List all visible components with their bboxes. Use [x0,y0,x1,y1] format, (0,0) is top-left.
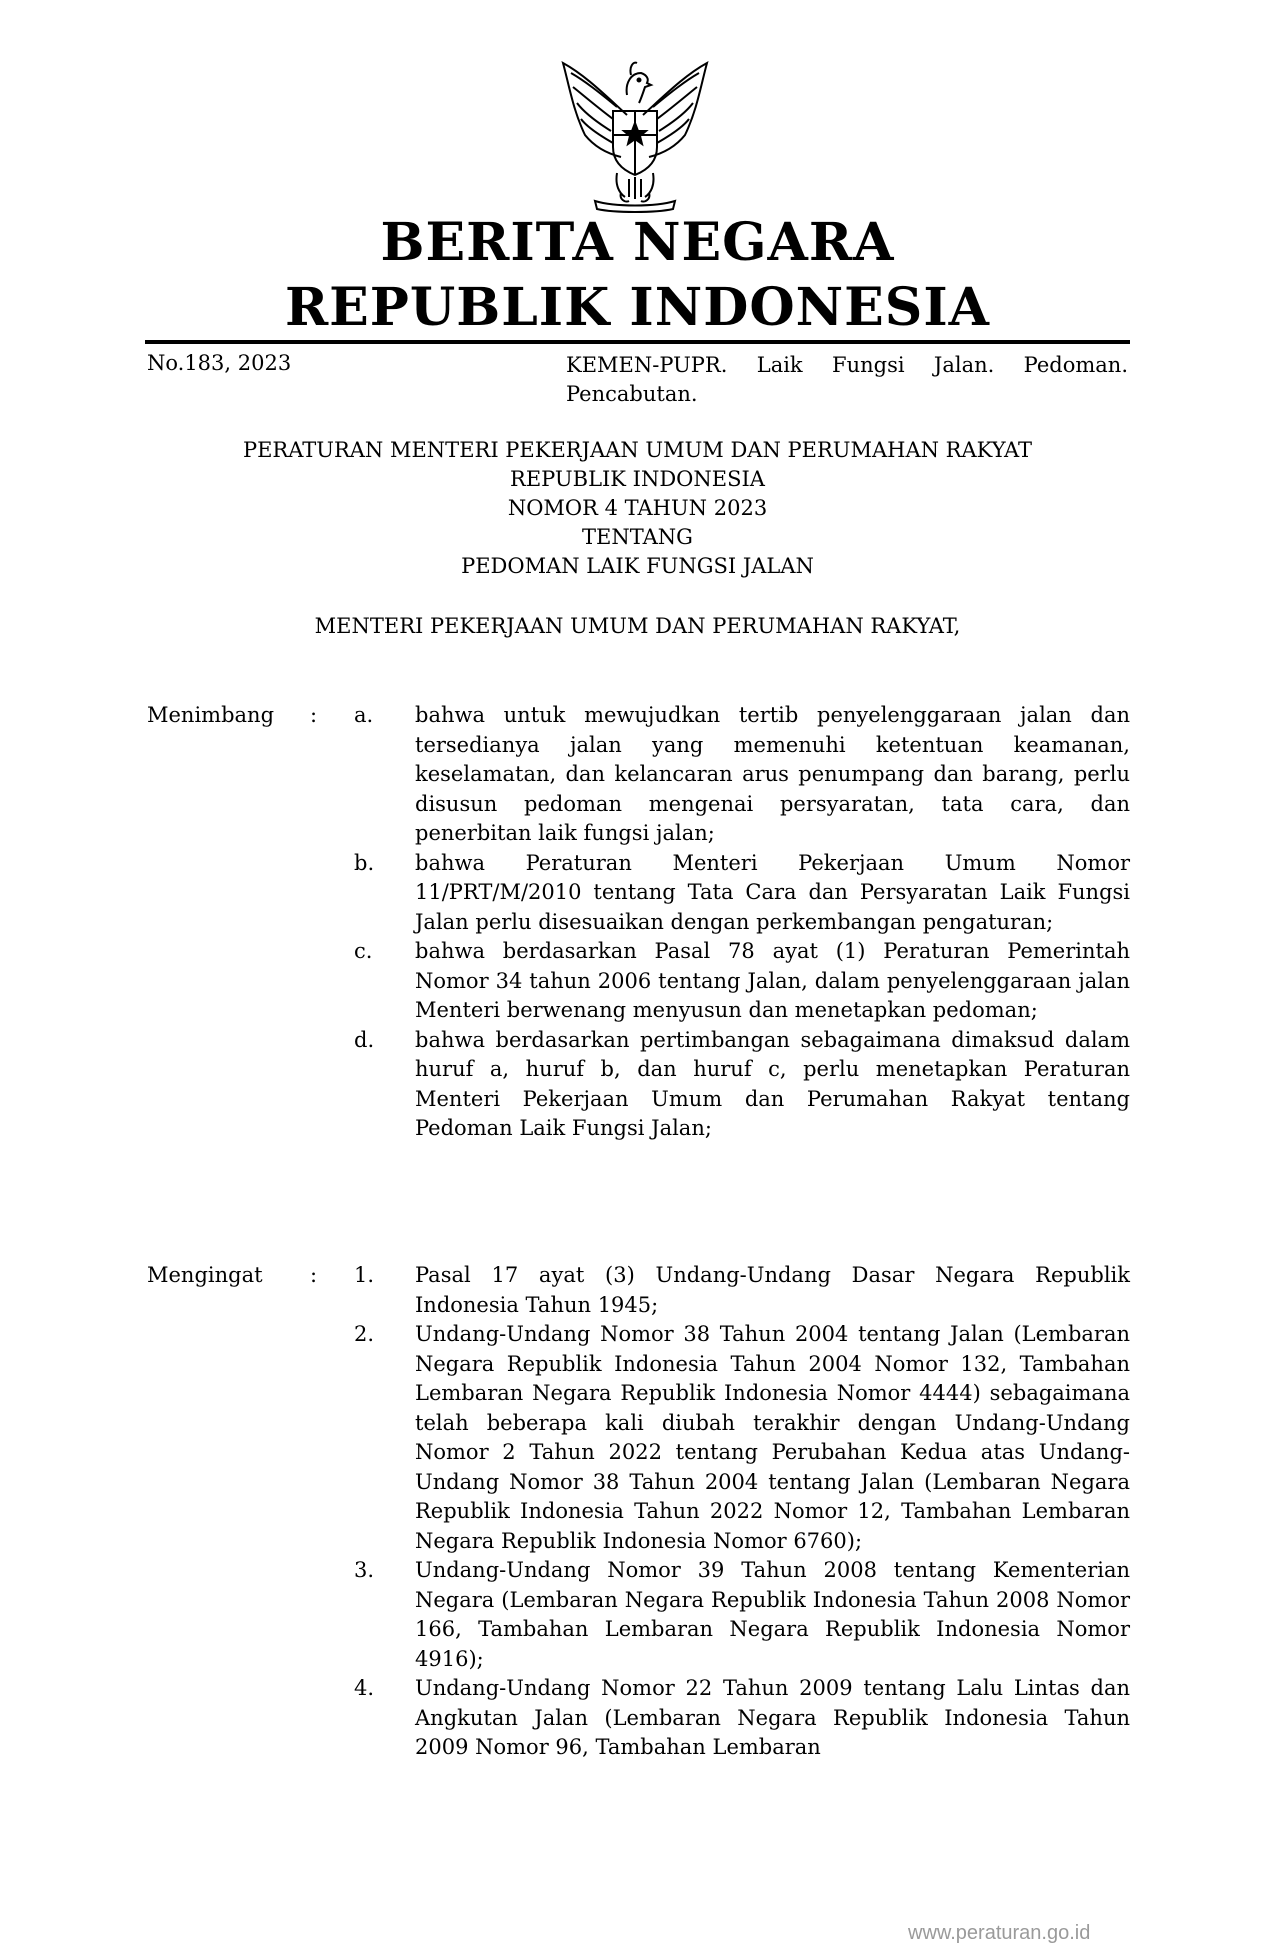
gazette-number: No.183, 2023 [147,351,292,375]
title-line: NOMOR 4 TAHUN 2023 [507,496,768,520]
item-text: bahwa berdasarkan Pasal 78 ayat (1) Peraturan Pemerintah Nomor 34 tahun 2006 tentang Jalan, dalam penyelenggaraan jalan Menteri berwenang menyusun dan menetapkan pedoman; [415,939,1130,1022]
legal-basis-list [350,1261,1130,1763]
list-item [350,937,1130,1026]
item-marker: d. [354,1027,375,1052]
section-colon: : [310,1263,318,1287]
footer-website-link[interactable]: www.peraturan.go.id [908,1922,1091,1944]
considerations-list [350,701,1130,1144]
item-text: Pasal 17 ayat (3) Undang-Undang Dasar Negara Republik Indonesia Tahun 1945; [415,1263,1130,1317]
list-item [350,1026,1130,1144]
list-item [350,1320,1130,1556]
list-item [350,1556,1130,1674]
title-line: PEDOMAN LAIK FUNGSI JALAN [461,554,814,578]
item-text: bahwa Peraturan Menteri Pekerjaan Umum Nomor 11/PRT/M/2010 tentang Tata Cara dan Persyaratan Laik Fungsi Jalan perlu disesuaikan dengan perkembangan pengaturan; [415,850,1130,934]
item-marker: b. [354,850,375,875]
section-label: Menimbang [147,703,275,727]
item-marker: 3. [354,1558,375,1582]
minister-heading: MENTERI PEKERJAAN UMUM DAN PERUMAHAN RAKYAT, [314,614,961,638]
regulation-title [145,436,1130,581]
item-text: bahwa untuk mewujudkan tertib penyelenggaraan jalan dan tersedianya jalan yang memenuhi ketentuan keamanan, keselamatan, dan kelancaran arus penumpang dan barang, perlu disusun pedoman mengenai persyaratan, tata cara, dan penerbitan laik fungsi jalan; [415,703,1130,845]
item-text: Undang-Undang Nomor 39 Tahun 2008 tentang Kementerian Negara (Lembaran Negara Republik Indonesia Tahun 2008 Nomor 166, Tambahan Lembaran Negara Republik Indonesia Nomor 4916); [415,1558,1130,1671]
masthead-title: BERITA NEGARA [380,212,895,273]
item-text: bahwa berdasarkan pertimbangan sebagaimana dimaksud dalam huruf a, huruf b, dan huruf c, perlu menetapkan Peraturan Menteri Pekerjaan Umum dan Perumahan Rakyat tentang Pedoman Laik Fungsi Jalan; [415,1027,1130,1140]
list-item [350,1674,1130,1763]
item-marker: a. [354,703,374,727]
gazette-subject: KEMEN-PUPR. Laik Fungsi Jalan. Pedoman. Pencabutan. [566,353,1128,406]
section-colon: : [310,703,318,727]
item-marker: 4. [354,1676,375,1700]
list-item [350,701,1130,849]
masthead-subtitle: REPUBLIK INDONESIA [284,277,991,338]
section-label: Mengingat [147,1263,263,1287]
title-line: REPUBLIK INDONESIA [510,467,765,491]
list-item [350,849,1130,938]
list-item [350,1261,1130,1320]
title-line: TENTANG [582,525,693,549]
item-text: Undang-Undang Nomor 38 Tahun 2004 tentang Jalan (Lembaran Negara Republik Indonesia Tahun 2004 Nomor 132, Tambahan Lembaran Negara Republik Indonesia Nomor 4444) sebagaimana telah beberapa kali diubah terakhir dengan Undang-Undang Nomor 2 Tahun 2022 tentang Perubahan Kedua atas Undang-Undang Nomor 38 Tahun 2004 tentang Jalan (Lembaran Negara Republik Indonesia Tahun 2022 Nomor 12, Tambahan Lembaran Negara Republik Indonesia Nomor 6760); [415,1322,1130,1553]
item-marker: 2. [354,1322,375,1346]
masthead-divider [145,340,1130,344]
item-marker: c. [354,939,373,963]
item-marker: 1. [354,1263,375,1287]
item-text: Undang-Undang Nomor 22 Tahun 2009 tentang Lalu Lintas dan Angkutan Jalan (Lembaran Negara Republik Indonesia Tahun 2009 Nomor 96, Tambahan Lembaran [415,1676,1130,1759]
garuda-emblem-icon [555,55,715,215]
title-line: PERATURAN MENTERI PEKERJAAN UMUM DAN PERUMAHAN RAKYAT [242,438,1033,462]
